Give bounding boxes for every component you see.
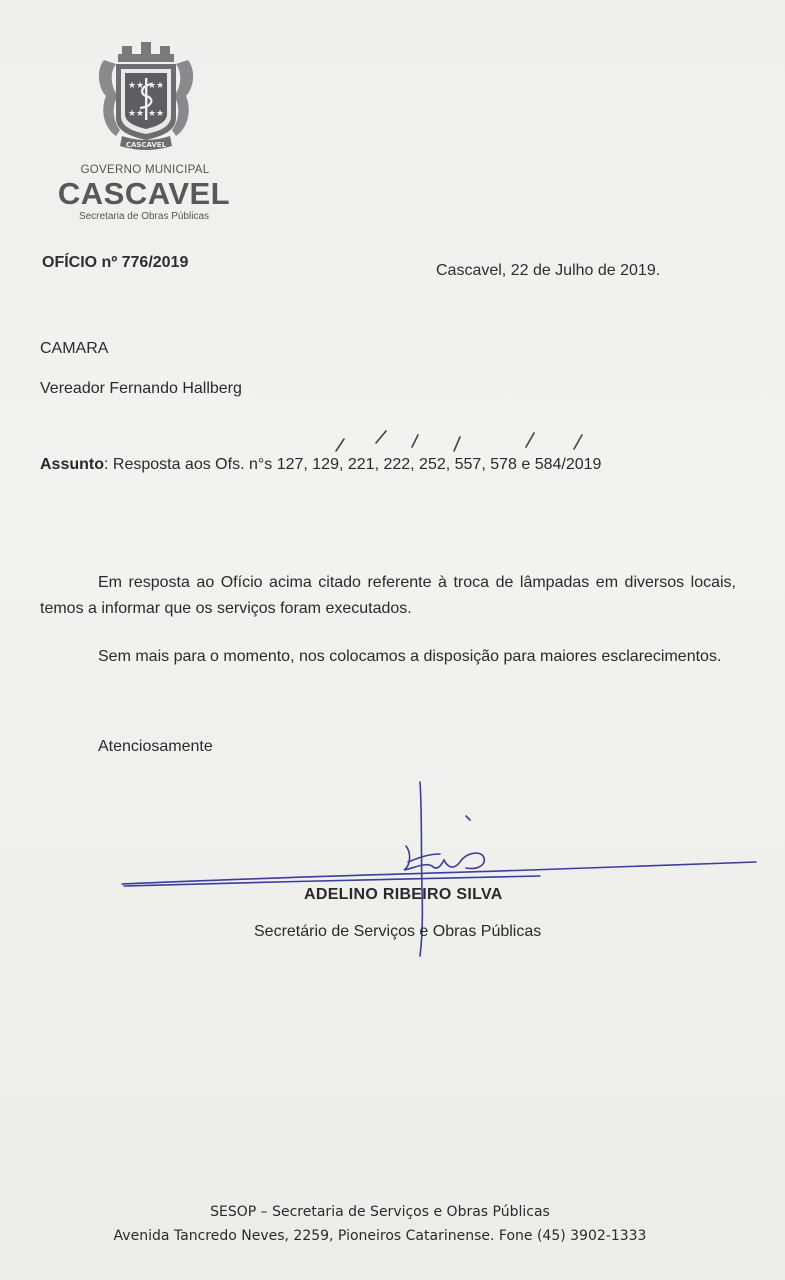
document-number: OFÍCIO nº 776/2019 [42,254,189,271]
svg-text:★: ★ [147,109,157,119]
footer-department: SESOP – Secretaria de Serviços e Obras Públicas [210,1204,550,1220]
closing-salutation: Atenciosamente [98,738,213,755]
svg-text:★: ★ [147,81,157,91]
letterhead-government: GOVERNO MUNICIPAL [80,164,210,176]
subject-line [40,456,601,474]
signer-name: ADELINO RIBEIRO SILVA [304,886,503,903]
svg-text:★: ★ [127,81,137,91]
recipient-institution: CAMARA [40,340,109,357]
letterhead-city: CASCAVEL [57,176,231,211]
subject-label: Assunto [40,456,104,473]
svg-text:★: ★ [127,109,137,119]
recipient-name: Vereador Fernando Hallberg [40,380,242,397]
handwritten-tick-marks [320,425,600,459]
svg-text:★: ★ [155,81,165,91]
svg-text:★: ★ [135,81,145,91]
letterhead-department: Secretaria de Obras Públicas [78,211,210,222]
signer-role: Secretário de Serviços e Obras Públicas [254,923,542,940]
svg-text:★: ★ [155,109,165,119]
subject-text: : Resposta aos Ofs. n°s 127, 129, 221, 222, 252, 557, 578 e 584/2019 [104,456,602,473]
body-paragraph-2: Sem mais para o momento, nos colocamos a disposição para maiores esclarecimentos. [98,648,722,665]
crest-banner-text: CASCAVEL [125,141,167,149]
footer-address: Avenida Tancredo Neves, 2259, Pioneiros Catarinense. Fone (45) 3902-1333 [113,1228,647,1244]
svg-text:★: ★ [135,109,145,119]
body-paragraph-1: Em resposta ao Ofício acima citado referente à troca de lâmpadas em diversos locais, temos a informar que os serviços foram executados. [40,574,736,617]
document-date: Cascavel, 22 de Julho de 2019. [436,262,661,279]
city-crest-icon [94,40,198,152]
